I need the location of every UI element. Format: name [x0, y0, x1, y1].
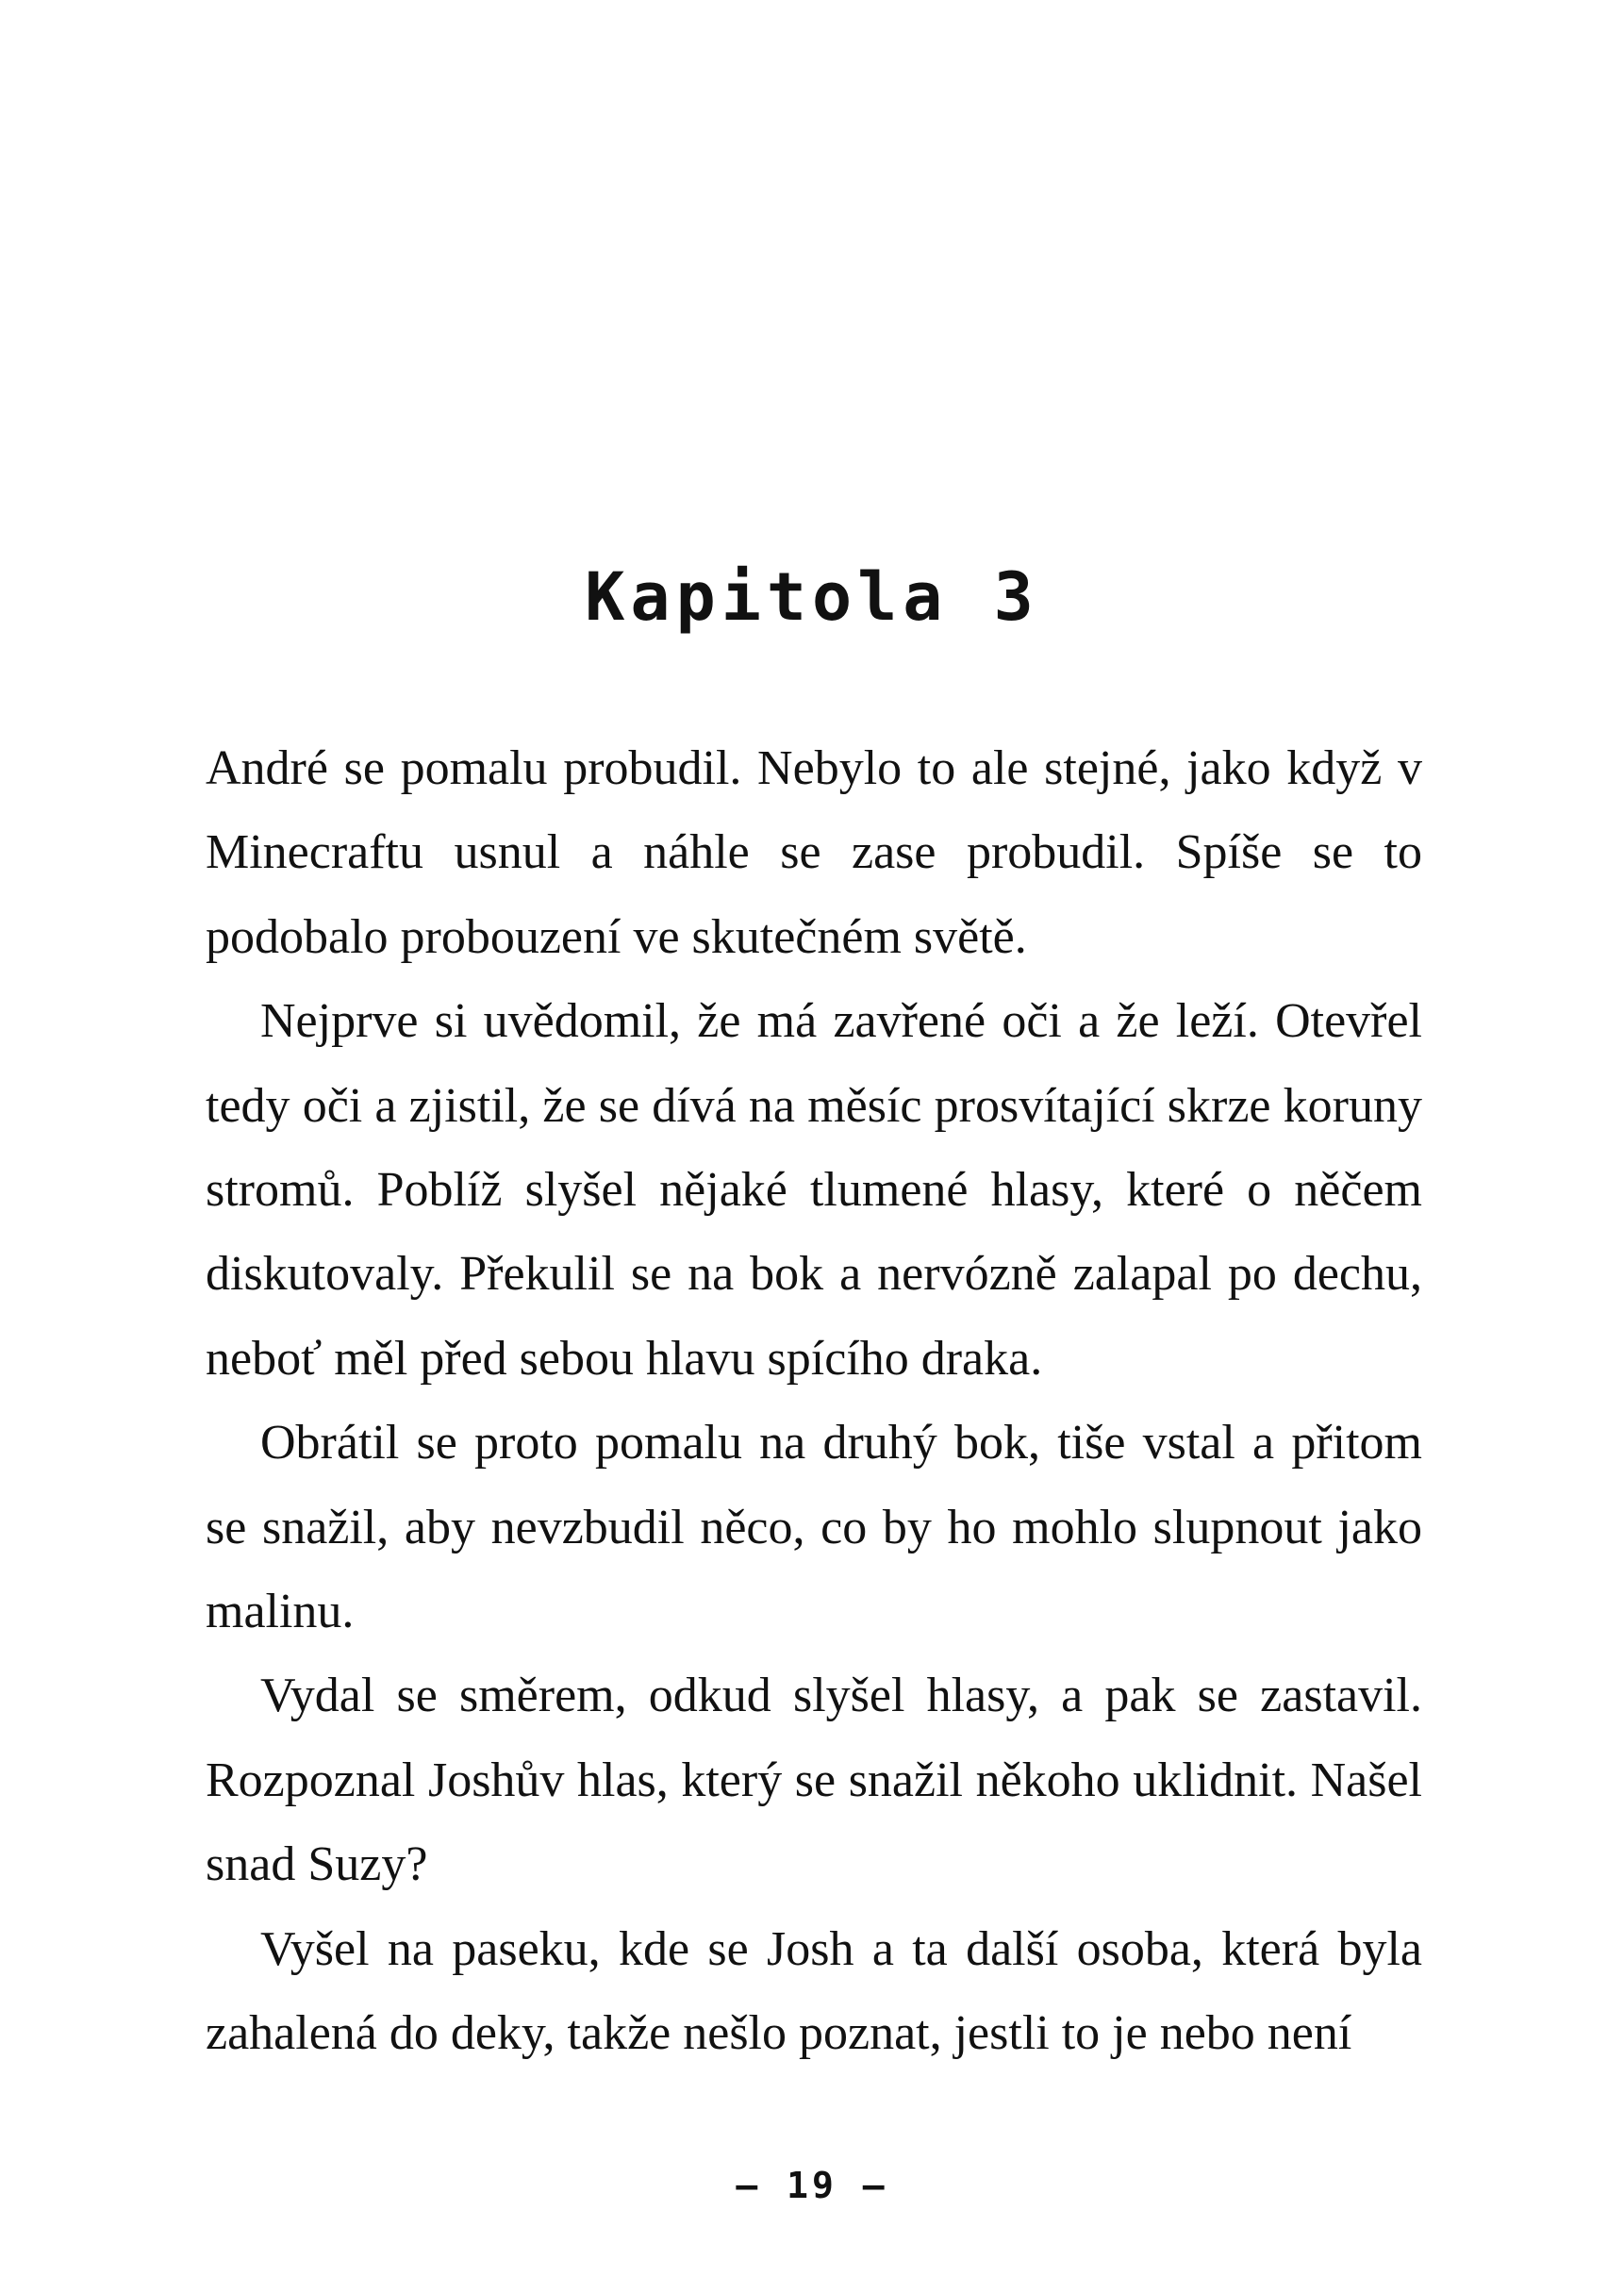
page-number: – 19 –: [736, 2165, 888, 2206]
paragraph-1: André se pomalu probudil. Nebylo to ale stejné, jako když v Minecraftu usnul a náhle se zase probudil. Spíše se to podobalo probouzení ve skutečném světě.: [206, 741, 1422, 964]
paragraph-2: Nejprve si uvědomil, že má zavřené oči a že leží. Otevřel tedy oči a zjistil, že se dívá na měsíc prosvítající skrze koruny stromů. Poblíž slyšel nějaké tlumené hlasy, které o něčem diskutovaly. Překulil se na bok a nervózně zalapal po dechu, neboť měl před sebou hlavu spícího draka.: [206, 994, 1422, 1386]
paragraph-3: Obrátil se proto pomalu na druhý bok, tiše vstal a přitom se snažil, aby nevzbudil něco, co by ho mohlo slupnout jako malinu.: [206, 1416, 1422, 1639]
paragraph-4: Vydal se směrem, odkud slyšel hlasy, a pak se zastavil. Rozpoznal Joshův hlas, který se snažil někoho uklidnit. Našel snad Suzy?: [206, 1669, 1422, 1892]
chapter-title: Kapitola 3: [585, 558, 1039, 636]
chapter-body: [206, 726, 1422, 2076]
paragraph-5: Vyšel na paseku, kde se Josh a ta další osoba, která byla zahalená do deky, takže nešlo poznat, jestli to je nebo není: [206, 1921, 1422, 2061]
